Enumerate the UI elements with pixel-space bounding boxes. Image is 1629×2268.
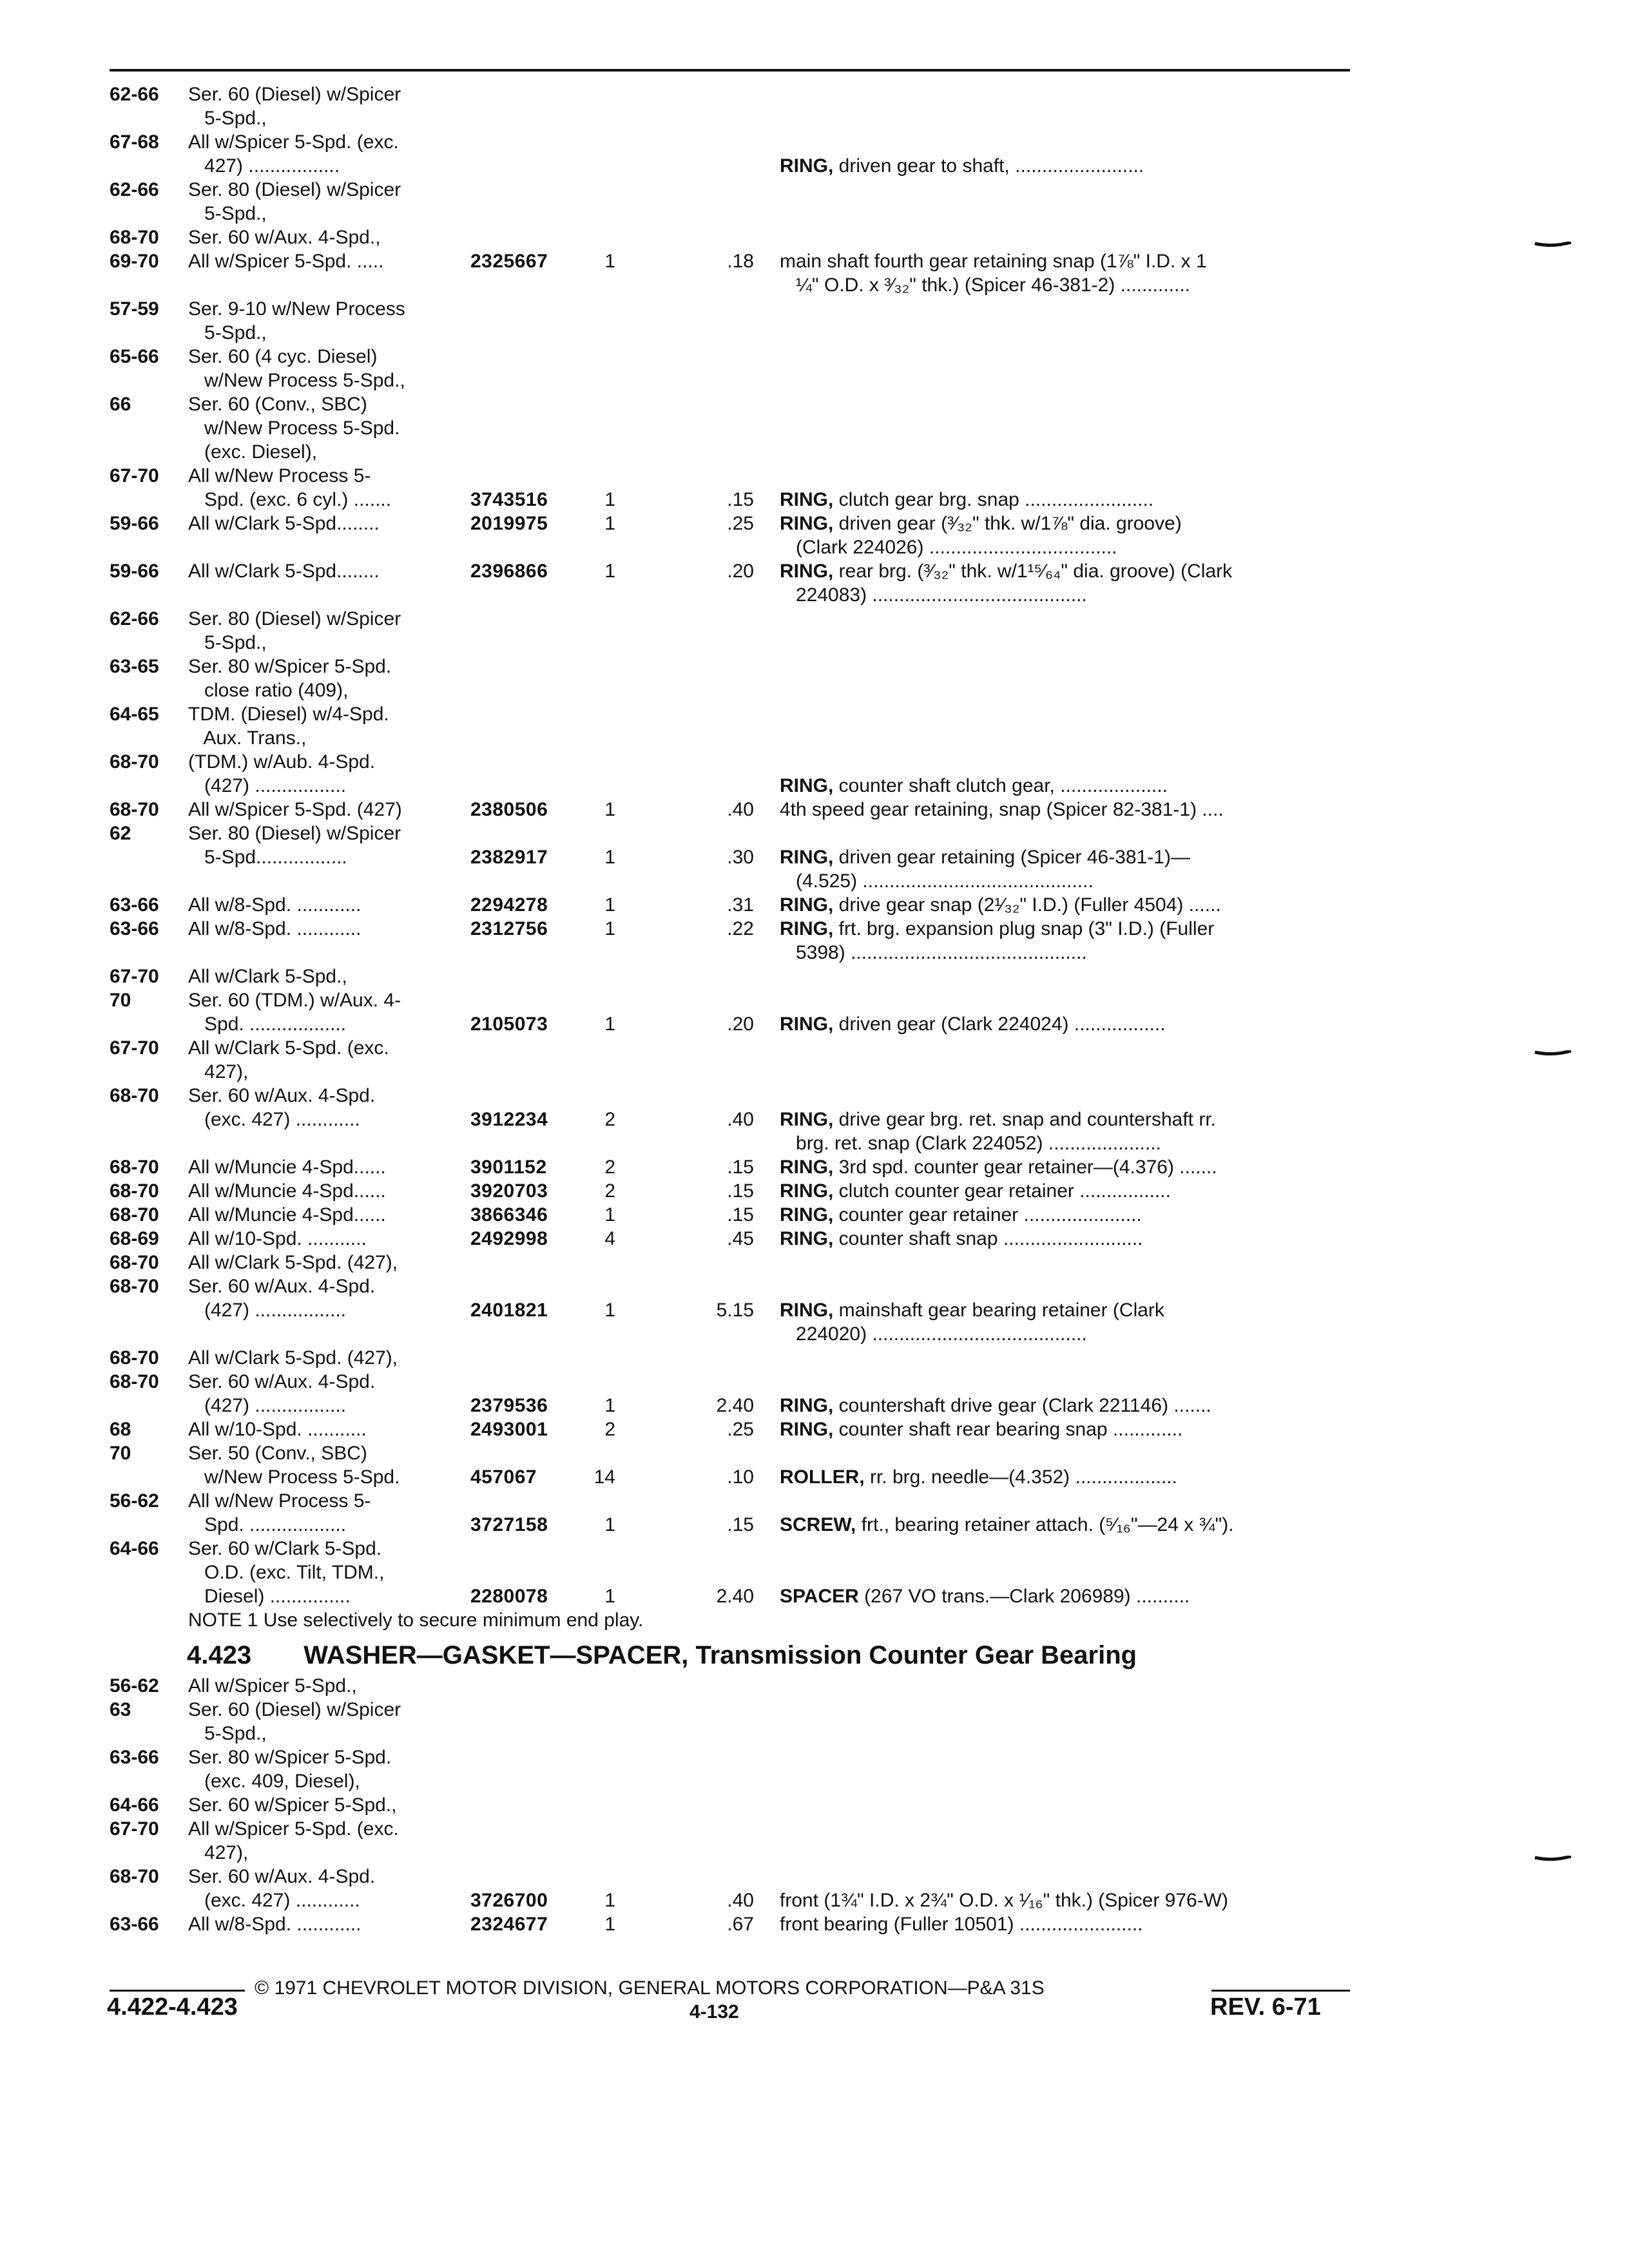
cell-app: (exc. 409, Diesel), [188,1771,360,1792]
cell-price: .18 [727,251,754,272]
cell-price: .20 [727,1014,754,1035]
cell-description [780,561,1232,582]
item-name: SPACER [780,1586,859,1607]
cell-description [780,1419,1182,1441]
cell-price: .25 [727,1419,754,1440]
cell-description [780,1157,1217,1178]
cell-year: 57-59 [110,298,159,320]
top-rule [110,69,1350,72]
cell-description [780,155,1144,177]
cell-app: All w/Spicer 5-Spd. ..... [188,251,384,272]
cell-year: 63 [110,1699,131,1720]
cell-year: 67-68 [110,131,159,153]
cell-price: .15 [727,1180,754,1202]
item-detail: rr. brg. needle—(4.352) ................... [864,1466,1177,1488]
cell-description [780,1514,1234,1536]
item-name: RING, [780,513,834,534]
cell-year: 68-70 [110,1252,159,1273]
cell-year: 68-70 [110,1157,159,1178]
cell-year: 67-70 [110,966,159,987]
cell-year: 67-70 [110,1037,159,1059]
cell-app: All w/Clark 5-Spd........ [188,561,380,582]
cell-part: 2019975 [470,513,548,534]
cell-price: .67 [727,1914,754,1935]
cell-year: 67-70 [110,465,159,486]
item-name: RING, [780,489,834,510]
cell-price: .15 [727,489,754,510]
cell-part: 2492998 [470,1228,548,1249]
cell-description [780,584,1087,606]
item-name: RING, [780,1300,834,1321]
cell-year: 62-66 [110,608,159,629]
cell-part: 2493001 [470,1419,548,1440]
item-detail: countershaft drive gear (Clark 221146) ....... [833,1395,1211,1416]
item-name: RING, [780,1228,834,1249]
item-name: RING, [780,1157,834,1178]
cell-qty: 1 [604,894,615,916]
item-detail: drive gear snap (2¹⁄₃₂" I.D.) (Fuller 4504) ...... [833,894,1221,916]
cell-description [780,513,1182,535]
cell-price: .10 [727,1466,754,1488]
section-title: WASHER—GASKET—SPACER, Transmission Counter Gear Bearing [304,1641,1137,1669]
cell-app: (TDM.) w/Aub. 4-Spd. [188,751,376,773]
item-detail: driven gear retaining (Spicer 46-381-1)— [833,847,1190,868]
cell-year: 70 [110,990,131,1011]
cell-year: 68 [110,1419,131,1440]
cell-app: 427) ................. [188,155,340,177]
cell-qty: 1 [604,1514,615,1535]
cell-description [780,1109,1216,1131]
cell-app: (exc. 427) ............ [188,1109,360,1130]
cell-description [780,870,1094,892]
cell-app: Ser. 50 (Conv., SBC) [188,1443,367,1464]
cell-part: 2325667 [470,251,548,272]
cell-description [780,1890,1228,1912]
cell-app: Ser. 60 w/Clark 5-Spd. [188,1538,382,1559]
cell-year: 64-65 [110,704,159,725]
revision-label: REV. 6-71 [1210,1994,1321,2021]
item-name: RING, [780,1014,834,1035]
cell-qty: 1 [604,918,615,939]
item-detail: clutch gear brg. snap ........................ [833,489,1154,510]
cell-app: All w/8-Spd. ............ [188,1914,361,1935]
cell-description [780,1014,1166,1035]
cell-year: 65-66 [110,346,159,367]
cell-app: All w/New Process 5- [188,465,371,486]
copyright-line: © 1971 CHEVROLET MOTOR DIVISION, GENERAL MOTORS CORPORATION—P&A 31S [255,1977,1045,1999]
cell-year: 59-66 [110,561,159,582]
item-detail: driven gear (Clark 224024) ................. [833,1014,1166,1035]
cell-year: 68-70 [110,227,159,248]
item-name: RING, [780,775,834,796]
item-name: RING, [780,1180,834,1202]
item-detail: front (1¾" I.D. x 2¾" O.D. x ¹⁄₁₆" thk.) (Spicer 976-W) [780,1890,1229,1911]
cell-price: .45 [727,1228,754,1249]
item-detail: driven gear to shaft, ........................ [833,155,1144,177]
cell-app: (427) ................. [188,775,347,796]
cell-part: 2382917 [470,847,548,868]
item-detail: ¼" O.D. x ³⁄₃₂" thk.) (Spicer 46-381-2) ............. [780,274,1191,296]
cell-qty: 1 [604,561,615,582]
item-detail: 5398) ............................................ [780,942,1087,963]
item-detail: (Clark 224026) ................................... [780,537,1117,558]
item-detail: counter gear retainer ...................... [833,1204,1142,1225]
cell-app: Diesel) ............... [188,1586,351,1607]
cell-app: Ser. 80 (Diesel) w/Spicer [188,823,401,844]
cell-price: .15 [727,1157,754,1178]
cell-app: Ser. 9-10 w/New Process [188,298,405,320]
cell-part: 3866346 [470,1204,548,1225]
cell-part: 2380506 [470,799,548,820]
cell-qty: 1 [604,799,615,820]
cell-description [780,1323,1087,1345]
cell-app: (exc. 427) ............ [188,1890,360,1911]
item-name: SCREW, [780,1514,856,1535]
item-detail: front bearing (Fuller 10501) ....................... [780,1914,1143,1935]
cell-qty: 1 [604,1395,615,1416]
cell-part: 3901152 [470,1157,547,1178]
cell-part: 2312756 [470,918,548,939]
cell-description [780,1204,1142,1226]
cell-description [780,775,1168,797]
item-detail: driven gear (³⁄₃₂" thk. w/1⅞" dia. groove) [833,513,1182,534]
cell-app: Ser. 80 w/Spicer 5-Spd. [188,1747,392,1768]
cell-price: .31 [727,894,754,916]
cell-app: Ser. 80 w/Spicer 5-Spd. [188,656,392,677]
cell-year: 70 [110,1443,131,1464]
cell-app: Ser. 60 w/Aux. 4-Spd. [188,1276,376,1297]
cell-year: 63-66 [110,894,159,916]
cell-qty: 1 [604,1300,615,1321]
cell-app: Ser. 60 (Diesel) w/Spicer [188,1699,401,1720]
cell-app: All w/New Process 5- [188,1490,371,1512]
cell-app: Ser. 60 (Diesel) w/Spicer [188,84,401,105]
item-name: RING, [780,155,834,177]
cell-qty: 14 [593,1466,615,1488]
cell-part: 3727158 [470,1514,548,1535]
cell-part: 2294278 [470,894,548,916]
item-detail: (267 VO trans.—Clark 206989) .......... [858,1586,1190,1607]
cell-app: 5-Spd., [188,108,267,129]
cell-year: 63-66 [110,918,159,939]
cell-app: Ser. 60 w/Spicer 5-Spd., [188,1794,397,1816]
cell-description [780,1466,1177,1488]
cell-app: 427), [188,1061,249,1082]
item-name: RING, [780,1109,834,1130]
cell-year: 62-66 [110,179,159,200]
cell-year: 68-70 [110,1085,159,1106]
cell-year: 68-70 [110,1276,159,1297]
cell-price: .40 [727,1890,754,1911]
cell-description [780,918,1214,940]
item-detail: (4.525) ........................................... [780,870,1094,892]
cell-app: 427), [188,1842,249,1863]
cell-app: All w/Spicer 5-Spd. (exc. [188,1818,399,1840]
item-detail: 3rd spd. counter gear retainer—(4.376) ....... [833,1157,1217,1178]
item-name: RING, [780,1204,834,1225]
cell-description [780,1133,1161,1155]
cell-qty: 1 [604,1204,615,1225]
item-detail: frt., bearing retainer attach. (⁵⁄₁₆"—24 x ¾"). [856,1514,1234,1535]
cell-part: 2396866 [470,561,548,582]
cell-qty: 1 [604,251,615,272]
cell-year: 68-70 [110,1180,159,1202]
cell-year: 68-70 [110,1371,159,1392]
cell-year: 68-70 [110,1866,159,1887]
cell-qty: 1 [604,513,615,534]
cell-qty: 4 [604,1228,615,1249]
cell-part: 3920703 [470,1180,548,1202]
cell-description [780,489,1153,511]
item-detail: 224083) ........................................ [780,584,1087,606]
cell-qty: 2 [604,1157,615,1178]
cell-price: .30 [727,847,754,868]
cell-app: Spd. .................. [188,1014,347,1035]
cell-part: 3726700 [470,1890,548,1911]
cell-price: .15 [727,1204,754,1225]
cell-app: All w/Clark 5-Spd........ [188,513,380,534]
cell-year: 56-62 [110,1675,159,1696]
binder-mark-2 [1534,1050,1572,1057]
cell-year: 68-69 [110,1228,159,1249]
cell-qty: 1 [604,847,615,868]
section-number: 4.423 [187,1641,252,1669]
cell-description [780,799,1224,821]
item-detail: counter shaft clutch gear, .................... [833,775,1168,796]
item-detail: clutch counter gear retainer ................. [833,1180,1171,1202]
cell-app: All w/10-Spd. ........... [188,1228,367,1249]
cell-qty: 2 [604,1419,615,1440]
cell-app: All w/Clark 5-Spd. (427), [188,1252,398,1273]
item-detail: 224020) ........................................ [780,1323,1087,1345]
item-detail: rear brg. (³⁄₃₂" thk. w/1¹⁵⁄₆₄" dia. groove) (Clark [833,561,1233,582]
item-detail: frt. brg. expansion plug snap (3" I.D.) (Fuller [833,918,1215,939]
cell-app: Ser. 60 w/Aux. 4-Spd. [188,1371,376,1392]
cell-app: TDM. (Diesel) w/4-Spd. [188,704,389,725]
cell-year: 69-70 [110,251,159,272]
cell-year: 64-66 [110,1538,159,1559]
cell-app: Ser. 60 w/Aux. 4-Spd., [188,227,381,248]
cell-price: .25 [727,513,754,534]
cell-price: 2.40 [716,1586,754,1607]
item-detail: mainshaft gear bearing retainer (Clark [833,1300,1164,1321]
binder-mark-3 [1534,1856,1572,1862]
cell-description [780,537,1117,559]
cell-app: All w/Muncie 4-Spd...... [188,1180,386,1202]
cell-app: Spd. .................. [188,1514,347,1535]
cell-year: 68-70 [110,1347,159,1369]
cell-description [780,1395,1211,1417]
cell-description [780,1228,1143,1250]
cell-part: 3743516 [470,489,548,510]
cell-description [780,894,1221,916]
cell-price: .40 [727,799,754,820]
footer-rule-left [110,1990,245,1992]
cell-app: 5-Spd., [188,1723,267,1744]
cell-app: Ser. 80 (Diesel) w/Spicer [188,608,401,629]
cell-year: 62-66 [110,84,159,105]
cell-part: 457067 [470,1466,537,1488]
cell-app: Ser. 60 (4 cyc. Diesel) [188,346,378,367]
cell-app: Ser. 60 (TDM.) w/Aux. 4- [188,990,401,1011]
cell-app: w/New Process 5-Spd. [188,1466,400,1488]
cell-qty: 2 [604,1109,615,1130]
cell-year: 68-70 [110,751,159,773]
binder-mark-1 [1534,242,1572,248]
cell-app: All w/Muncie 4-Spd...... [188,1157,386,1178]
item-detail: counter shaft snap .......................... [833,1228,1143,1249]
cell-qty: 1 [604,1890,615,1911]
cell-app: 5-Spd., [188,203,267,224]
cell-app: All w/Clark 5-Spd., [188,966,347,987]
cell-app: All w/Spicer 5-Spd., [188,1675,357,1696]
item-name: RING, [780,894,834,916]
cell-app: 5-Spd., [188,632,267,653]
cell-app: Aux. Trans., [188,727,307,749]
cell-app: (427) ................. [188,1300,347,1321]
cell-year: 67-70 [110,1818,159,1840]
cell-price: 5.15 [716,1300,754,1321]
cell-app: All w/Muncie 4-Spd...... [188,1204,386,1225]
cell-app: (exc. Diesel), [188,441,318,463]
item-detail: counter shaft rear bearing snap ............. [833,1419,1183,1440]
cell-app: All w/Spicer 5-Spd. (exc. [188,131,399,153]
item-detail: drive gear brg. ret. snap and countershaft rr. [833,1109,1217,1130]
cell-year: 56-62 [110,1490,159,1512]
cell-description [780,847,1190,869]
cell-app: O.D. (exc. Tilt, TDM., [188,1562,385,1583]
cell-app: All w/Spicer 5-Spd. (427) [188,799,402,820]
cell-year: 68-70 [110,799,159,820]
cell-year: 66 [110,394,131,415]
cell-app: All w/10-Spd. ........... [188,1419,367,1440]
item-name: RING, [780,847,834,868]
cell-app: All w/Clark 5-Spd. (427), [188,1347,398,1369]
cell-description [780,1914,1143,1936]
cell-price: .15 [727,1514,754,1535]
item-name: RING, [780,1419,834,1440]
cell-description [780,1586,1190,1608]
cell-app: Ser. 60 (Conv., SBC) [188,394,367,415]
cell-part: 3912234 [470,1109,548,1130]
item-name: RING, [780,918,834,939]
cell-qty: 1 [604,1914,615,1935]
cell-part: 2401821 [470,1300,548,1321]
cell-qty: 1 [604,489,615,510]
item-name: ROLLER, [780,1466,865,1488]
cell-price: 2.40 [716,1395,754,1416]
cell-description [780,1300,1164,1321]
cell-app: (427) ................. [188,1395,347,1416]
cell-year: 59-66 [110,513,159,534]
cell-app: NOTE 1 Use selectively to secure minimum end play. [188,1610,644,1631]
cell-app: w/New Process 5-Spd. [188,418,400,439]
cell-qty: 1 [604,1586,615,1607]
cell-year: 68-70 [110,1204,159,1225]
cell-app: 5-Spd., [188,322,267,343]
cell-qty: 1 [604,1014,615,1035]
cell-description [780,1180,1171,1202]
cell-description [780,942,1087,964]
cell-description [780,251,1207,273]
cell-price: .22 [727,918,754,939]
cell-app: Ser. 60 w/Aux. 4-Spd. [188,1866,376,1887]
cell-price: .40 [727,1109,754,1130]
item-name: RING, [780,1395,834,1416]
footer-rule-right [1211,1990,1350,1992]
cell-app: All w/8-Spd. ............ [188,894,361,916]
page-number: 4-132 [689,2001,739,2023]
item-detail: brg. ret. snap (Clark 224052) ..................... [780,1133,1161,1154]
cell-year: 64-66 [110,1794,159,1816]
cell-price: .20 [727,561,754,582]
cell-year: 63-66 [110,1747,159,1768]
cell-app: All w/8-Spd. ............ [188,918,361,939]
cell-part: 2324677 [470,1914,548,1935]
cell-qty: 2 [604,1180,615,1202]
cell-part: 2379536 [470,1395,548,1416]
cell-app: Ser. 80 (Diesel) w/Spicer [188,179,401,200]
cell-app: w/New Process 5-Spd., [188,370,405,391]
cell-app: Ser. 60 w/Aux. 4-Spd. [188,1085,376,1106]
item-name: RING, [780,561,834,582]
cell-app: 5-Spd................. [188,847,347,868]
cell-year: 62 [110,823,131,844]
item-detail: 4th speed gear retaining, snap (Spicer 82-381-1) .... [780,799,1224,820]
cell-year: 63-66 [110,1914,159,1935]
cell-app: close ratio (409), [188,680,349,701]
cell-description [780,274,1190,296]
cell-app: Spd. (exc. 6 cyl.) ....... [188,489,392,510]
section-heading [187,1641,1137,1670]
cell-app: All w/Clark 5-Spd. (exc. [188,1037,389,1059]
section-range: 4.422-4.423 [107,1994,238,2021]
item-detail: main shaft fourth gear retaining snap (1⅞" I.D. x 1 [780,251,1207,272]
cell-part: 2280078 [470,1586,548,1607]
cell-part: 2105073 [470,1014,548,1035]
cell-year: 63-65 [110,656,159,677]
